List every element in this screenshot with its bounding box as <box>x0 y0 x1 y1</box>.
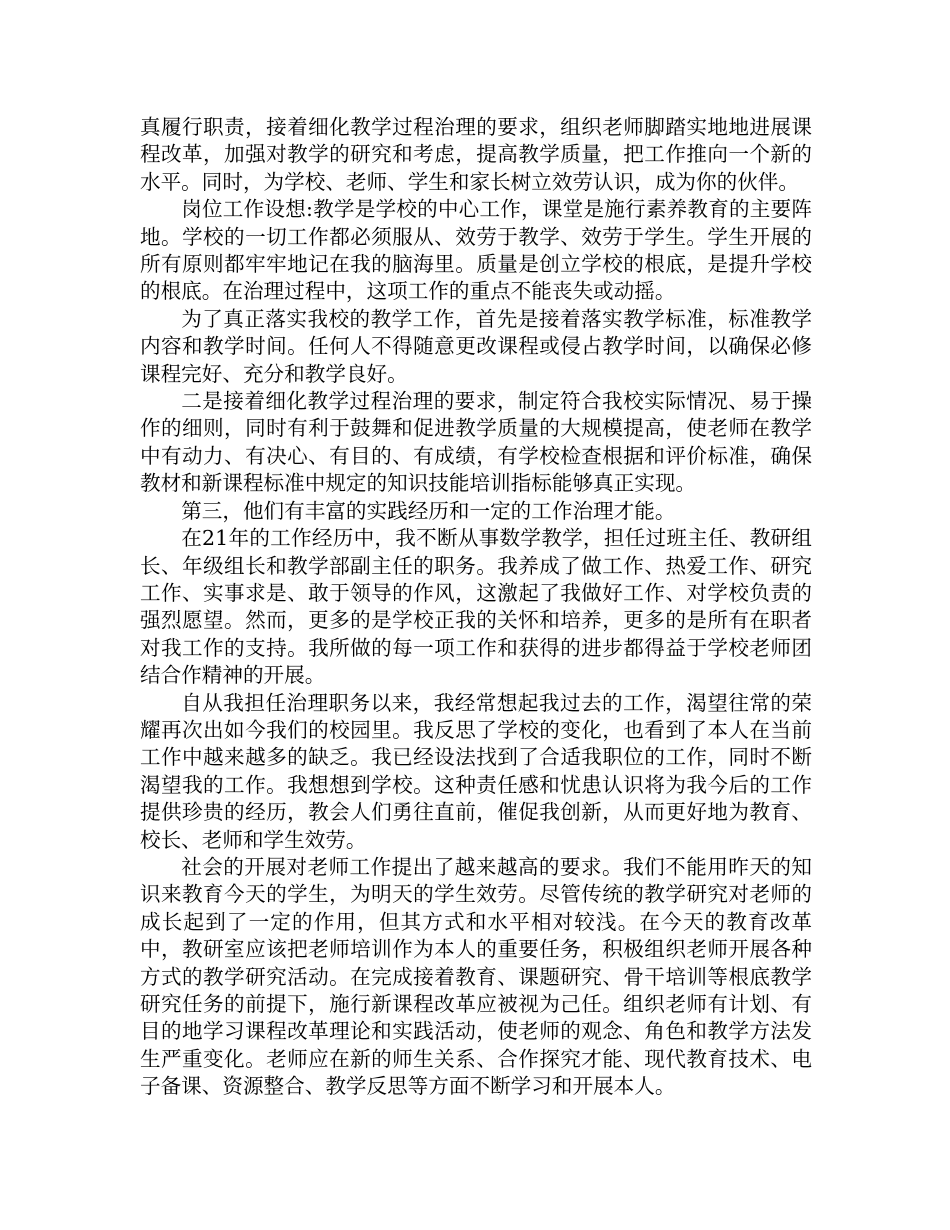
paragraph-continued: 真履行职责，接着细化教学过程治理的要求，组织老师脚踏实地地进展课程改革，加强对教学的研究和考虑，提高教学质量，把工作推向一个新的水平。同时，为学校、老师、学生和家长树立效劳认识，成为你的伙伴。 <box>140 115 812 194</box>
paragraph: 自从我担任治理职务以来，我经常想起我过去的工作，渴望往常的荣耀再次出如今我们的校园里。我反思了学校的变化，也看到了本人在当前工作中越来越多的缺乏。我已经设法找到了合适我职位的工作，同时不断渴望我的工作。我想想到学校。这种责任感和忧患认识将为我今后的工作提供珍贵的经历，教会人们勇往直前，催促我创新，从而更好地为教育、校长、老师和学生效劳。 <box>140 690 812 852</box>
paragraph: 第三，他们有丰富的实践经历和一定的工作治理才能。 <box>181 498 676 523</box>
paragraph: 社会的开展对老师工作提出了越来越高的要求。我们不能用昨天的知识来教育今天的学生，为明天的学生效劳。尽管传统的教学研究对老师的成长起到了一定的作用，但其方式和水平相对较浅。在今天的教育改革中，教研室应该把老师培训作为本人的重要任务，积极组织老师开展各种方式的教学研究活动。在完成接着教育、课题研究、骨干培训等根底教学研究任务的前提下，施行新课程改革应被视为己任。组织老师有计划、有目的地学习课程改革理论和实践活动，使老师的观念、角色和教学方法发生严重变化。老师应在新的师生关系、合作探究才能、现代教育技术、电子备课、资源整合、教学反思等方面不断学习和开展本人。 <box>140 854 812 1099</box>
paragraph: 岗位工作设想:教学是学校的中心工作，课堂是施行素养教育的主要阵地。学校的一切工作都必须服从、效劳于教学、效劳于学生。学生开展的所有原则都牢牢地记在我的脑海里。质量是创立学校的根底，是提升学校的根底。在治理过程中，这项工作的重点不能丧失或动摇。 <box>140 197 812 304</box>
document-body <box>140 114 812 1101</box>
paragraph: 二是接着细化教学过程治理的要求，制定符合我校实际情况、易于操作的细则，同时有利于鼓舞和促进教学质量的大规模提高，使老师在教学中有动力、有决心、有目的、有成绩，有学校检查根据和评价标准，确保教材和新课程标准中规定的知识技能培训指标能够真正实现。 <box>140 389 812 496</box>
paragraph: 在21年的工作经历中，我不断从事数学教学，担任过班主任、教研组长、年级组长和教学部副主任的职务。我养成了做工作、热爱工作、研究工作、实事求是、敢于领导的作风，这激起了我做好工作、对学校负责的强烈愿望。然而，更多的是学校正我的关怀和培养，更多的是所有在职者对我工作的支持。我所做的每一项工作和获得的进步都得益于学校老师团结合作精神的开展。 <box>140 526 812 688</box>
paragraph: 为了真正落实我校的教学工作，首先是接着落实教学标准，标准教学内容和教学时间。任何人不得随意更改课程或侵占教学时间，以确保必修课程完好、充分和教学良好。 <box>140 306 812 386</box>
